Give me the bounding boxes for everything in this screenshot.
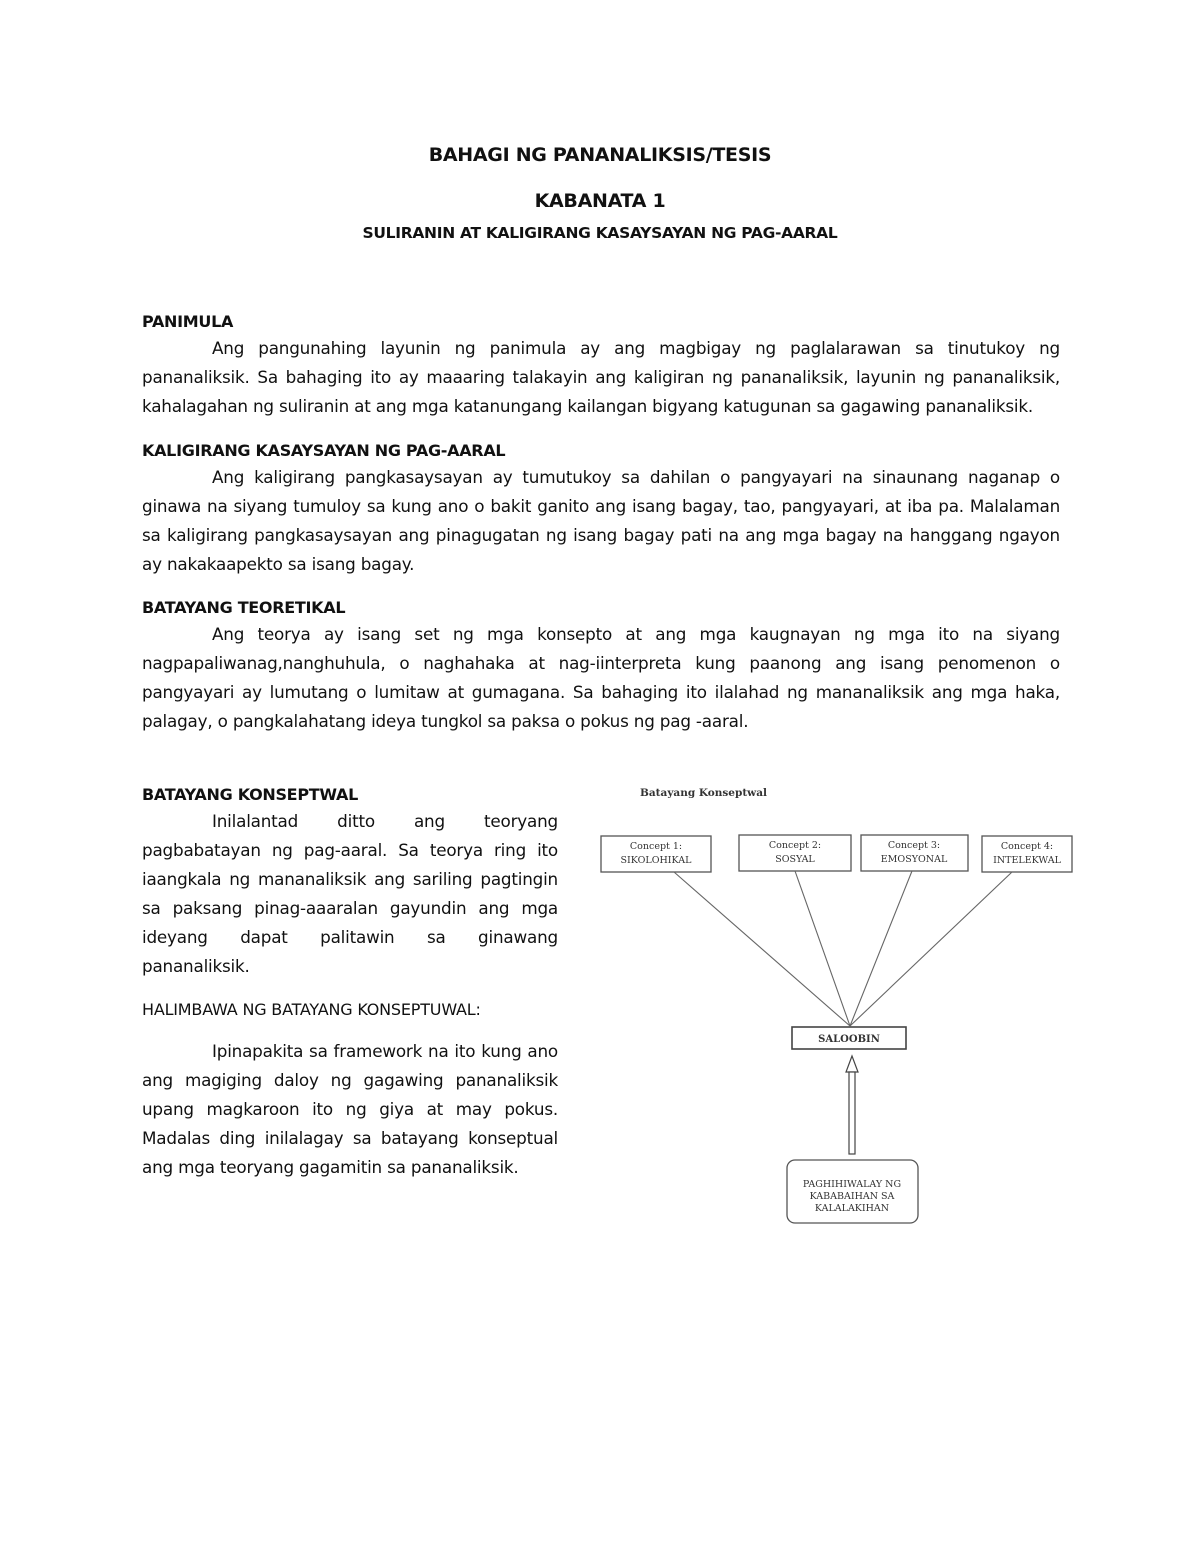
section-body-kaligiran: Ang kaligirang pangkasaysayan ay tumutukoy sa dahilan o pangyayari na sinaunang naganap o ginawa na siyang tumuloy sa kung ano o bakit ganito ang isang bagay, tao, pangyayari, at iba pa. Malalaman sa kaligirang pangkasaysayan ang pinagugatan ng isang bagay pati na ang mga bagay na hanggang ngayon ay nakakaapekto sa isang bagay. (142, 467, 1060, 574)
conceptual-framework-diagram (596, 780, 1076, 1230)
source-line-3: KALALAKIHAN (814, 1203, 890, 1214)
section-body-konseptwal: Inilalantad ditto ang teoryang pagbabatayan ng pag-aaral. Sa teorya ring ito iaangkala ng mananaliksik ang sariling pagtingin sa paksang pinag-aaaralan gayundin ang mga ideyang dapat palitawin sa ginawang pananaliksik. (142, 811, 558, 976)
document-title: BAHAGI NG PANANALIKSIS/TESIS (428, 144, 772, 166)
diagram-title: Batayang Konseptwal (640, 787, 768, 799)
concept-name: SIKOLOHIKAL (620, 855, 692, 866)
concept-name: INTELEKWAL (993, 855, 1061, 866)
section-heading-teoretikal: BATAYANG TEORETIKAL (142, 598, 346, 617)
concept-name: SOSYAL (775, 854, 815, 865)
source-line-1: PAGHIHIWALAY NG (802, 1179, 902, 1190)
example-body: Ipinapakita sa framework na ito kung ano ang magiging daloy ng gagawing pananaliksik upang magkaroon ito ng giya at may pokus. Madalas ding inilalagay sa batayang konseptual ang mga teoryang gagamitin sa pananaliksik. (142, 1041, 558, 1177)
chapter-subtitle: SULIRANIN AT KALIGIRANG KASAYSAYAN NG PAG-AARAL (362, 224, 838, 242)
center-label: SALOOBIN (818, 1034, 880, 1045)
connector-lines (674, 871, 1012, 1026)
up-arrow (846, 1056, 858, 1154)
concept-box-2 (739, 835, 851, 871)
concept-label: Concept 3: (887, 840, 941, 851)
concept-label: Concept 2: (768, 840, 822, 851)
source-line-2: KABABAIHAN SA (809, 1191, 895, 1202)
concept-label: Concept 4: (1000, 841, 1054, 852)
center-box (792, 1027, 906, 1049)
concept-name: EMOSYONAL (880, 854, 948, 865)
concept-box-3 (861, 835, 968, 871)
section-body-teoretikal: Ang teorya ay isang set ng mga konsepto at ang mga kaugnayan ng mga ito na siyang nagpapaliwanag,nanghuhula, o naghahaka at nag-iinterpreta kung paanong ang isang penomenon o pangyayari ay lumutang o lumitaw at gumagana. Sa bahaging ito ilalahad ng mananaliksik ang mga haka, palagay, o pangkalahatang ideya tungkol sa paksa o pokus ng pag -aaral. (142, 624, 1060, 731)
concept-box-1 (601, 836, 711, 872)
example-label: HALIMBAWA NG BATAYANG KONSEPTUWAL: (142, 1000, 481, 1019)
section-heading-panimula: PANIMULA (142, 312, 234, 331)
concept-label: Concept 1: (629, 841, 683, 852)
section-heading-kaligiran: KALIGIRANG KASAYSAYAN NG PAG-AARAL (142, 441, 506, 460)
source-box (787, 1160, 918, 1223)
section-heading-konseptwal: BATAYANG KONSEPTWAL (142, 785, 358, 804)
section-body-panimula: Ang pangunahing layunin ng panimula ay ang magbigay ng paglalarawan sa tinutukoy ng pananaliksik. Sa bahaging ito ay maaaring talakayin ang kaligiran ng pananaliksik, layunin ng pananaliksik, kahalagahan ng suliranin at ang mga katanungang kailangan bigyang katugunan sa gagawing pananaliksik. (142, 338, 1060, 416)
chapter-title: KABANATA 1 (534, 190, 666, 212)
concept-box-4 (982, 836, 1072, 872)
